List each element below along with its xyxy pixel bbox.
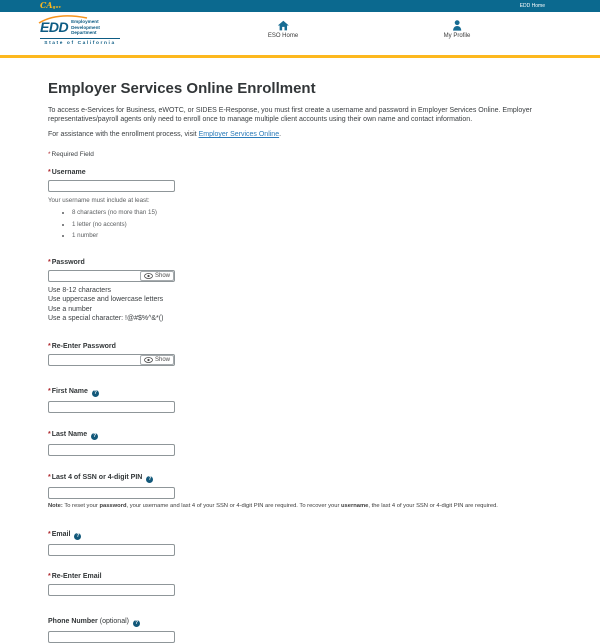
employer-services-online-link[interactable]: Employer Services Online bbox=[198, 131, 280, 138]
username-rule-item: • 8 characters (no more than 15) bbox=[72, 209, 552, 216]
intro-paragraph: To access e-Services for Business, eWOTC, or SIDES E-Response, you must first create a username and password in Employer Services Online. Employer representatives/payroll agents only need to enroll once to manage multiple client accounts using their own name and contact information. bbox=[48, 107, 532, 123]
person-icon bbox=[451, 20, 462, 31]
required-asterisk: * bbox=[48, 573, 51, 581]
password-rules bbox=[48, 286, 552, 323]
note-text: , the last 4 of your SSN or 4-digit PIN are required. bbox=[368, 503, 498, 510]
edd-logo-state-line: State of California bbox=[40, 38, 120, 46]
required-asterisk: * bbox=[48, 531, 51, 539]
reenter-email-label bbox=[48, 573, 552, 580]
phone-label bbox=[48, 618, 552, 627]
ssn-pin-label-text: Last 4 of SSN or 4-digit PIN bbox=[51, 474, 143, 482]
show-password-button[interactable] bbox=[140, 271, 174, 281]
assistance-prefix: For assistance with the enrollment process, visit bbox=[48, 131, 199, 138]
username-input[interactable] bbox=[48, 180, 175, 192]
nav-my-profile-label: My Profile bbox=[443, 33, 471, 39]
show-password-label: Show bbox=[154, 273, 170, 279]
last-name-field-group bbox=[48, 431, 552, 456]
edd-logo-line3: Department bbox=[71, 30, 97, 36]
required-asterisk: * bbox=[48, 343, 51, 351]
phone-input[interactable] bbox=[48, 631, 175, 643]
site-header bbox=[0, 12, 600, 55]
email-label-text: Email bbox=[51, 531, 71, 539]
password-rule: Use 8-12 characters bbox=[48, 287, 112, 294]
first-name-label-text: First Name bbox=[51, 388, 88, 396]
first-name-input[interactable] bbox=[48, 401, 175, 413]
ssn-pin-note bbox=[48, 503, 552, 509]
ssn-pin-input[interactable] bbox=[48, 487, 175, 499]
page-title: Employer Services Online Enrollment bbox=[48, 80, 316, 97]
help-icon[interactable]: ? bbox=[93, 390, 97, 397]
phone-label-text: Phone Number bbox=[48, 618, 98, 626]
help-icon[interactable]: ? bbox=[93, 433, 97, 440]
ca-gov-logo-ca: CA bbox=[40, 0, 53, 10]
help-icon[interactable]: ? bbox=[134, 620, 139, 627]
password-rule: Use a number bbox=[48, 305, 92, 313]
password-rule: Use uppercase and lowercase letters bbox=[48, 296, 164, 304]
home-icon bbox=[278, 20, 289, 31]
eye-icon bbox=[144, 273, 153, 279]
note-text: , your username and last 4 of your SSN or 4-digit PIN are required. To recover your bbox=[126, 503, 341, 510]
username-label-text: Username bbox=[51, 169, 86, 176]
edd-logo-swoosh-icon bbox=[37, 14, 89, 24]
ssn-pin-field-group bbox=[48, 474, 552, 509]
reenter-email-label-text: Re-Enter Email bbox=[51, 573, 102, 581]
required-asterisk: * bbox=[48, 388, 51, 396]
eye-icon bbox=[144, 357, 153, 363]
password-field-group bbox=[48, 259, 552, 323]
nav-eso-home[interactable] bbox=[268, 20, 298, 39]
password-label bbox=[48, 259, 552, 266]
reenter-password-input-wrap bbox=[48, 354, 175, 366]
first-name-field-group bbox=[48, 388, 552, 413]
phone-field-group bbox=[48, 618, 552, 643]
required-asterisk: * bbox=[48, 169, 51, 176]
first-name-label bbox=[48, 388, 552, 397]
email-field-group bbox=[48, 531, 552, 556]
username-rule-item: • 1 number bbox=[72, 232, 552, 239]
phone-optional-suffix: (optional) bbox=[99, 618, 129, 626]
nav-my-profile[interactable] bbox=[444, 20, 471, 39]
edd-logo-line1: Employment bbox=[71, 19, 99, 24]
help-icon[interactable]: ? bbox=[76, 533, 80, 540]
username-rules-list bbox=[48, 209, 552, 239]
last-name-input[interactable] bbox=[48, 444, 175, 456]
password-input-wrap bbox=[48, 270, 175, 282]
email-input[interactable] bbox=[48, 544, 175, 556]
edd-logo-line2: Development bbox=[71, 24, 100, 30]
reenter-password-field-group bbox=[48, 343, 552, 366]
note-bold: Note: bbox=[48, 503, 63, 510]
main-content bbox=[0, 58, 600, 643]
show-reenter-password-label: Show bbox=[154, 357, 170, 364]
note-bold: username bbox=[340, 503, 369, 510]
username-rule-item: • 1 letter (no accents) bbox=[72, 221, 552, 228]
email-label bbox=[48, 531, 552, 540]
password-rule: Use a special character: !@#$%^&*() bbox=[48, 314, 164, 322]
last-name-label-text: Last Name bbox=[51, 431, 88, 439]
required-field-note bbox=[48, 151, 552, 158]
edd-logo[interactable] bbox=[40, 19, 120, 46]
note-bold: password bbox=[99, 503, 127, 510]
last-name-label bbox=[48, 431, 552, 440]
required-field-label: Required Field bbox=[51, 151, 94, 158]
username-rules-title: Your username must include at least: bbox=[48, 197, 150, 204]
required-asterisk: * bbox=[48, 431, 51, 439]
reenter-password-label bbox=[48, 343, 552, 350]
password-label-text: Password bbox=[51, 259, 85, 266]
nav-eso-home-label: ESO Home bbox=[267, 33, 299, 39]
required-asterisk: * bbox=[48, 151, 51, 158]
top-utility-bar bbox=[0, 0, 600, 12]
help-icon[interactable]: ? bbox=[148, 476, 152, 483]
assistance-text bbox=[48, 131, 552, 138]
required-asterisk: * bbox=[48, 474, 51, 482]
username-label bbox=[48, 169, 552, 176]
show-reenter-password-button[interactable] bbox=[140, 355, 174, 365]
reenter-email-field-group bbox=[48, 573, 552, 596]
required-asterisk: * bbox=[48, 259, 51, 266]
edd-home-link[interactable]: EDD Home bbox=[519, 3, 545, 9]
edd-logo-acronym: EDD bbox=[40, 19, 69, 36]
reenter-email-input[interactable] bbox=[48, 584, 175, 596]
username-field-group bbox=[48, 169, 552, 239]
reenter-password-label-text: Re-Enter Password bbox=[51, 343, 116, 351]
ca-gov-logo[interactable] bbox=[40, 0, 61, 12]
assistance-suffix: . bbox=[279, 131, 282, 138]
ca-gov-logo-gov: gov bbox=[52, 4, 62, 9]
ssn-pin-label bbox=[48, 474, 552, 483]
note-text: To reset your bbox=[62, 503, 100, 510]
